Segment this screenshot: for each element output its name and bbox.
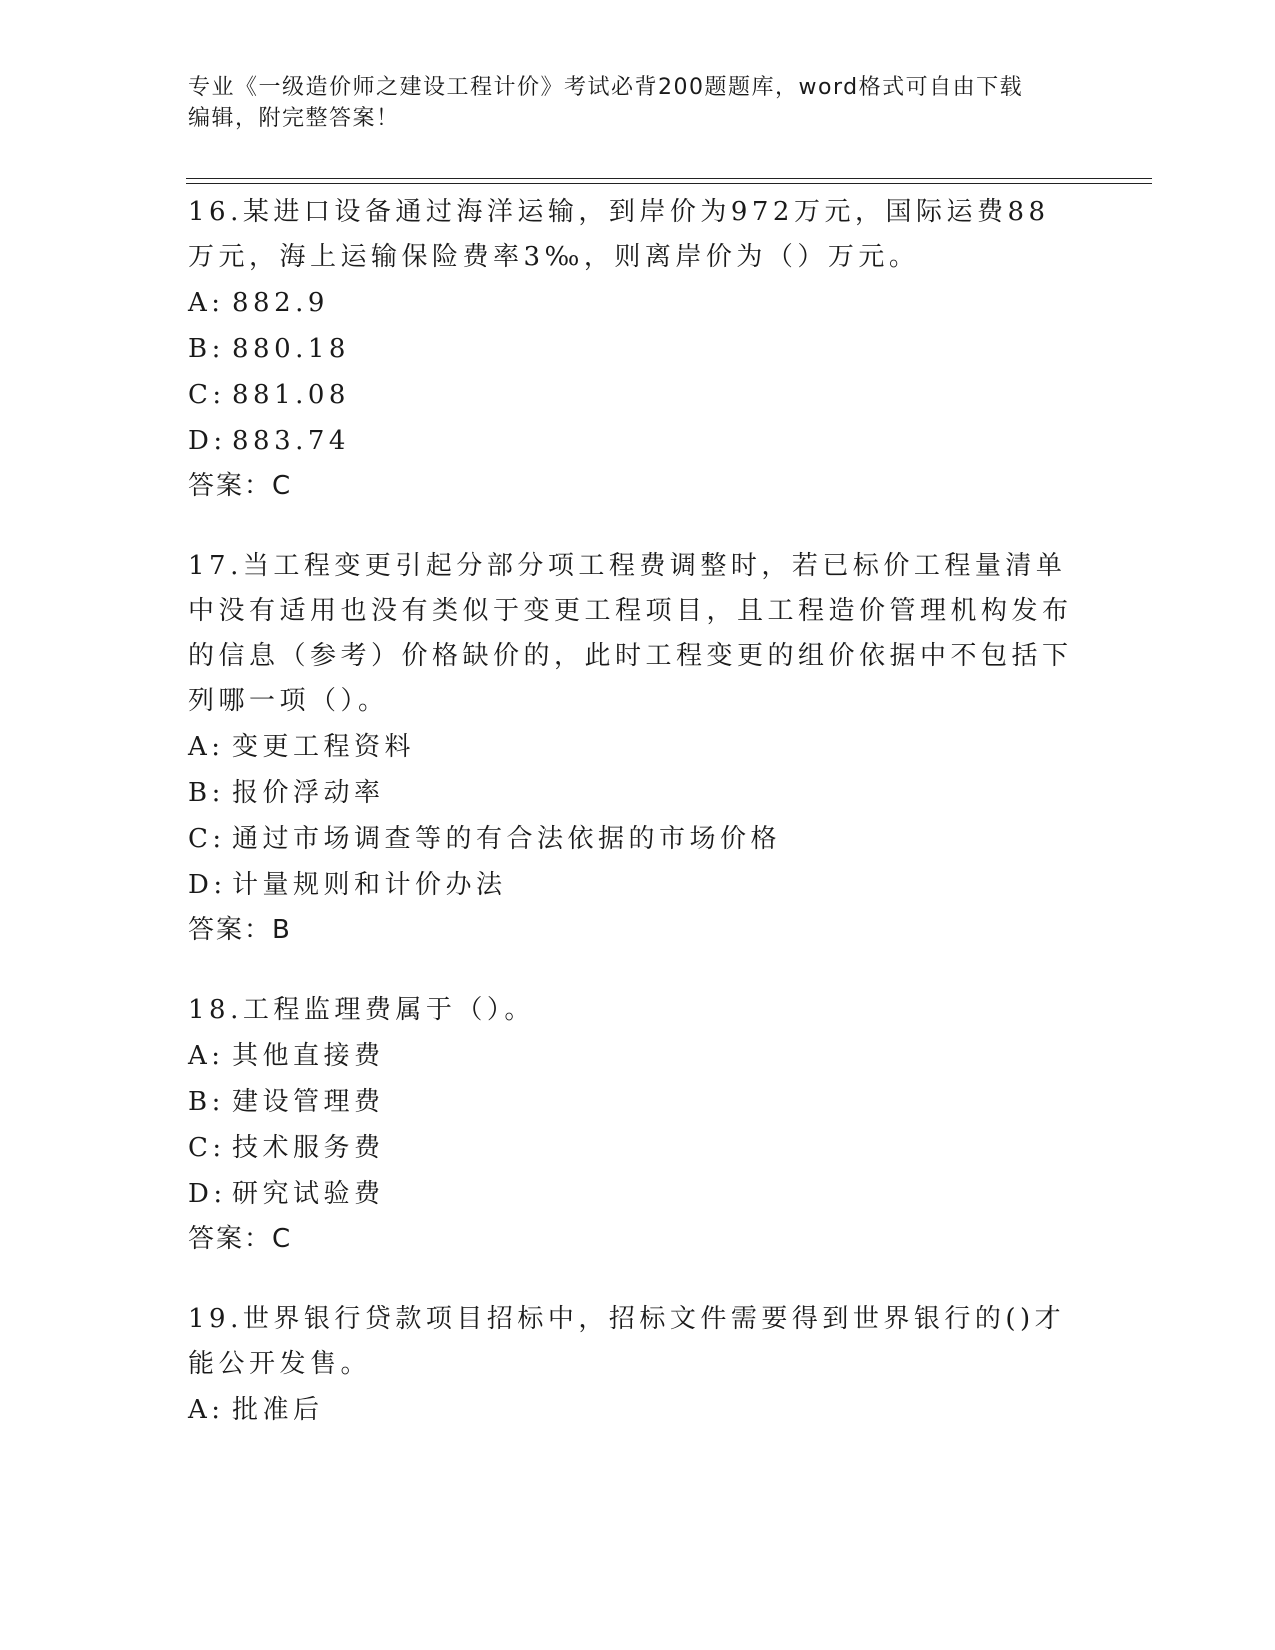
option-text: 研究试验费 — [232, 1179, 385, 1209]
question-17 — [188, 544, 1078, 952]
option-c — [188, 1125, 1078, 1171]
option-b — [188, 770, 1078, 816]
option-key: C: — [188, 824, 226, 854]
header-line-1: 专业《一级造价师之建设工程计价》考试必背200题题库，word格式可自由下载 — [188, 75, 1024, 100]
option-b — [188, 326, 1078, 372]
option-text: 技术服务费 — [232, 1133, 385, 1163]
option-text: 882.9 — [232, 288, 329, 318]
question-19 — [188, 1297, 1078, 1433]
option-key: D: — [188, 870, 227, 900]
option-c — [188, 372, 1078, 418]
option-text: 通过市场调查等的有合法依据的市场价格 — [232, 824, 782, 854]
question-18 — [188, 988, 1078, 1261]
option-key: B: — [188, 778, 225, 808]
option-d — [188, 1171, 1078, 1217]
option-key: A: — [188, 288, 225, 318]
option-key: A: — [188, 1395, 225, 1425]
question-16 — [188, 190, 1078, 508]
header-divider-top — [186, 178, 1152, 179]
answer-label: 答案：C — [188, 471, 293, 501]
option-key: B: — [188, 1087, 225, 1117]
question-text: 19.世界银行贷款项目招标中，招标文件需要得到世界银行的()才能公开发售。 — [188, 1304, 1066, 1379]
option-key: C: — [188, 380, 226, 410]
option-text: 计量规则和计价办法 — [232, 870, 507, 900]
option-b — [188, 1079, 1078, 1125]
option-key: D: — [188, 1179, 227, 1209]
option-text: 报价浮动率 — [232, 778, 385, 808]
question-text: 18.工程监理费属于（）。 — [188, 995, 535, 1025]
option-key: A: — [188, 1041, 225, 1071]
option-a — [188, 724, 1078, 770]
option-key: C: — [188, 1133, 226, 1163]
option-d — [188, 862, 1078, 908]
option-key: B: — [188, 334, 225, 364]
question-text: 16.某进口设备通过海洋运输，到岸价为972万元，国际运费88万元，海上运输保险费率3‰，则离岸价为（）万元。 — [188, 197, 1050, 272]
question-text: 17.当工程变更引起分部分项工程费调整时，若已标价工程量清单中没有适用也没有类似于变更工程项目，且工程造价管理机构发布的信息（参考）价格缺价的，此时工程变更的组价依据中不包括下列哪一项（）。 — [188, 551, 1073, 716]
answer-label: 答案：C — [188, 1224, 293, 1254]
option-text: 建设管理费 — [232, 1087, 385, 1117]
option-key: A: — [188, 732, 225, 762]
header-divider-bottom — [186, 183, 1152, 184]
header-line-2: 编辑，附完整答案！ — [188, 106, 400, 131]
option-text: 批准后 — [232, 1395, 324, 1425]
question-list — [188, 190, 1078, 1469]
option-text: 880.18 — [232, 334, 350, 364]
option-text: 883.74 — [232, 426, 350, 456]
option-text: 其他直接费 — [232, 1041, 385, 1071]
answer-label: 答案：B — [188, 915, 292, 945]
option-a — [188, 280, 1078, 326]
document-header — [188, 72, 1068, 134]
option-a — [188, 1387, 1078, 1433]
option-key: D: — [188, 426, 227, 456]
option-d — [188, 418, 1078, 464]
option-text: 变更工程资料 — [232, 732, 416, 762]
option-c — [188, 816, 1078, 862]
option-a — [188, 1033, 1078, 1079]
option-text: 881.08 — [232, 380, 350, 410]
